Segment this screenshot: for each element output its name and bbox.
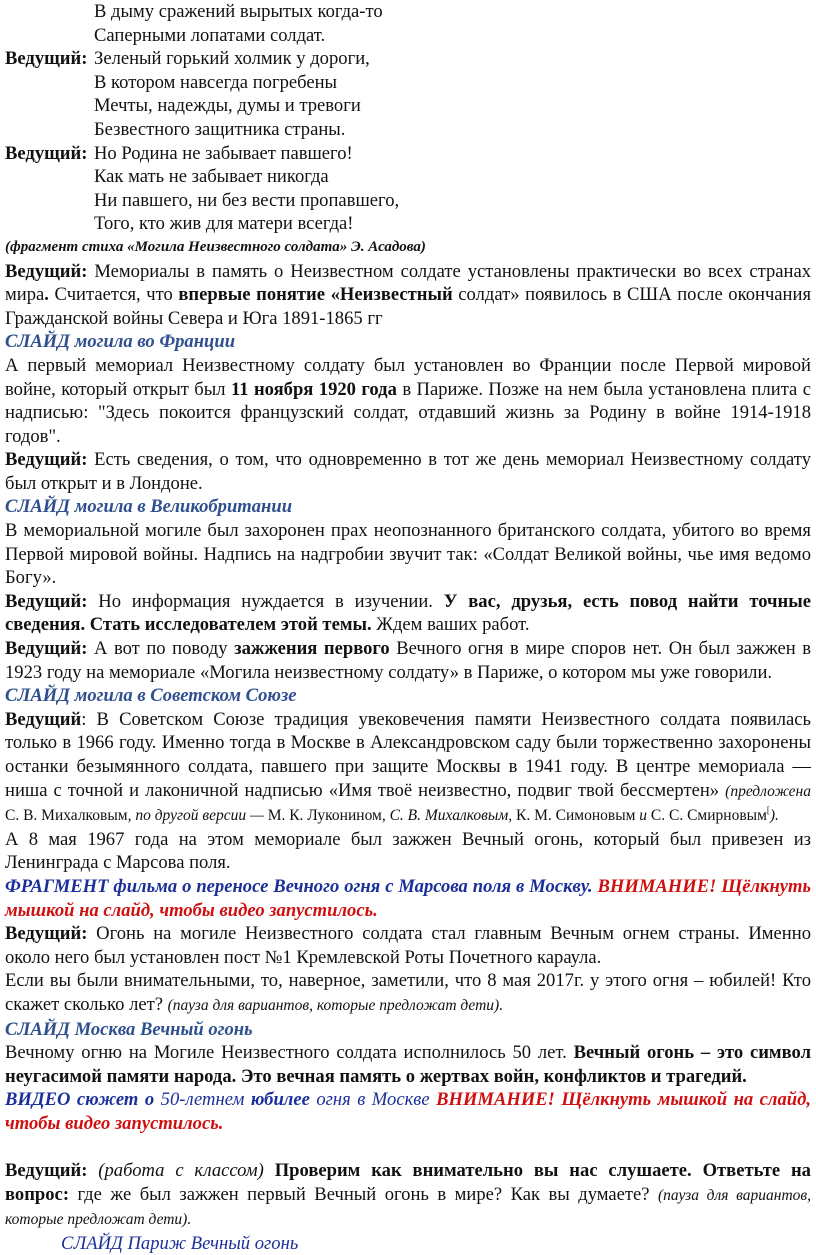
bold-text: Проверим как внимательно вы нас слушаете. Ответьте на вопрос: [5, 1160, 811, 1205]
speaker-label: Ведущий: [5, 590, 88, 612]
text: солдат» появилось в США после окончания Гражданской войны Севера и Юга 1891-1865 гг [5, 284, 811, 329]
slide-heading-paris: СЛАЙД Париж Вечный огонь [61, 1232, 299, 1254]
paragraph-2 [5, 354, 811, 448]
video-note: 50-летнем [154, 1089, 251, 1111]
speaker-label: Ведущий [5, 708, 82, 730]
text: Ждем ваших работ. [371, 614, 530, 636]
video-note: ВИДЕО сюжет о [5, 1089, 155, 1111]
text: Есть сведения, о том, что одновременно в тот же день мемориал Неизвестному солдату был открыт и в Лондоне. [5, 449, 811, 494]
text: где же был зажжен первый Вечный огонь в мире? Как вы думаете? [69, 1183, 659, 1205]
paragraph-6 [5, 637, 811, 684]
note-text: (предложена [725, 782, 811, 800]
text: . [44, 284, 49, 306]
poem-stanza-1 [5, 0, 811, 47]
text: А первый мемориал Неизвестному солдату был установлен во Франции после Первой мировой войне, который открыт был [5, 354, 811, 400]
note-text: и [635, 807, 651, 825]
slide-heading-britain: СЛАЙД могила в Великобритании [5, 496, 293, 518]
paragraph-7 [5, 708, 811, 828]
speaker-label: Ведущий: [5, 48, 88, 70]
note-name: К. М. Симоновым [516, 807, 636, 825]
bold-text: Вечный огонь – это символ неугасимой памяти народа. Это вечная память о жертвах войн, конфликтов и трагедий. [5, 1042, 811, 1087]
paragraph-14 [5, 1159, 811, 1232]
bold-text: У вас, друзья, есть повод найти точные сведения. Стать исследователем этой темы. [5, 590, 811, 636]
poem-stanza-2 [5, 47, 811, 141]
note-text: , по другой версии — [127, 807, 268, 825]
poem-line: Того, кто жив для матери всегда! [94, 213, 354, 235]
speaker-label: Ведущий: [5, 638, 88, 660]
slide-heading-france: СЛАЙД могила во Франции [5, 331, 236, 353]
film-fragment-note: ФРАГМЕНТ фильма о переносе Вечного огня с Марсова поля в Москву. [5, 875, 593, 897]
text: Огонь на могиле Неизвестного солдата стал главным Вечным огнем страны. Именно около него был установлен пост №1 Кремлевской Роты Почетного караула. [5, 923, 811, 968]
poem-line: В котором навсегда погребены [94, 71, 338, 93]
text: А вот по поводу [87, 638, 235, 660]
pause-note: (пауза для вариантов, которые предложат дети). [5, 1186, 812, 1229]
paragraph-8: А 8 мая 1967 года на этом мемориале был зажжен Вечный огонь, который был привезен из Ленинграда с Марсова поля. [5, 828, 811, 874]
text: Мемориалы в память о Неизвестном солдате установлены практически во всех странах мира [5, 260, 811, 306]
note-name: М. К. Луконином [267, 807, 382, 825]
speaker-label: Ведущий: [5, 142, 88, 164]
speaker-label: Ведущий: [5, 1160, 88, 1182]
text: : В Советском Союзе традиция увековечения памяти Неизвестного солдата появилась только в 1966 году. Именно тогда в Москве в Александровском саду были торжественно захоронены останки безымянного солдата, павшего при защите Москвы в 1941 году. В центре мемориала — ниша с точной и лаконичной надписью «Имя твоё неизвестно, подвиг твой бессмертен» [5, 708, 811, 801]
bold-text: зажжения первого [234, 638, 390, 660]
note-name: С. В. Михалковым [5, 807, 128, 825]
text: Вечному огню на Могиле Неизвестного солдата исполнилось 50 лет. [5, 1042, 574, 1064]
text: Считается, что [48, 284, 179, 306]
bold-text: 11 ноября 1920 года [230, 378, 397, 400]
pause-note: (пауза для вариантов, которые предложат дети). [167, 996, 504, 1014]
note-text: ). [769, 807, 779, 825]
paragraph-12 [5, 1041, 811, 1088]
speaker-label: Ведущий: [5, 923, 88, 945]
footnote-mark[interactable]: [ [766, 805, 770, 815]
italic-text: (работа с классом) [87, 1160, 264, 1182]
attention-note: ВНИМАНИЕ! Щёлкнуть мышкой на слайд, чтобы видео запустилось. [5, 1089, 811, 1134]
blank-line [5, 1136, 811, 1160]
paragraph-10 [5, 922, 811, 969]
text: Вечного огня в мире споров нет. Он был зажжен в 1923 году на мемориале «Могила неизвестному солдату» в Париже, о котором мы уже говорили. [5, 638, 811, 683]
poem-line: Саперными лопатами солдат. [94, 24, 326, 46]
document-page [5, 0, 811, 1255]
poem-line: Мечты, надежды, думы и тревоги [94, 95, 361, 117]
paragraph-9 [5, 875, 811, 922]
paragraph-3 [5, 448, 811, 495]
poem-line: Зеленый горький холмик у дороги, [94, 48, 370, 70]
poem-line: Но Родина не забывает павшего! [94, 142, 353, 164]
paragraph-5 [5, 590, 811, 637]
paragraph-4: В мемориальной могиле был захоронен прах неопознанного британского солдата, убитого во время Первой мировой войны. Надпись на надгробии звучит так: «Солдат Великой войны, чье имя ведомо Богу». [5, 520, 811, 589]
note-text: , С. В. Михалковым, [381, 807, 517, 825]
slide-heading-moscow: СЛАЙД Москва Вечный огонь [5, 1018, 253, 1040]
speaker-label: Ведущий: [5, 260, 88, 282]
poem-line: Ни павшего, ни без вести пропавшего, [94, 189, 400, 211]
speaker-label: Ведущий: [5, 449, 88, 471]
poem-line: В дыму сражений вырытых когда-то [94, 1, 383, 22]
poem-line: Как мать не забывает никогда [94, 166, 329, 188]
attention-note: ВНИМАНИЕ! Щёлкнуть мышкой на слайд, чтобы видео запустилось. [5, 875, 811, 921]
note-name: С. С. Смирновым [650, 807, 767, 825]
paragraph-13 [5, 1088, 811, 1135]
slide-heading-ussr: СЛАЙД могила в Советском Союзе [5, 685, 297, 707]
poem-source: (фрагмент стиха «Могила Неизвестного солдата» Э. Асадова) [5, 238, 426, 255]
text: в Париже. Позже на нем была установлена плита с надписью: "Здесь покоится французский солдат, отдавший жизнь за Родину в войне 1914-1918 годов". [5, 378, 811, 447]
paragraph-1 [5, 260, 811, 331]
paragraph-11 [5, 969, 811, 1017]
text: Если вы были внимательными, то, наверное, заметили, что 8 мая 2017г. у этого огня – юбилей! Кто скажет сколько лет? [5, 970, 811, 1015]
video-note: юбилее [250, 1089, 310, 1111]
text: Но информация нуждается в изучении. [87, 590, 444, 612]
poem-stanza-3 [5, 142, 811, 236]
bold-text: впервые понятие «Неизвестный [178, 284, 453, 306]
video-note: огня в Москве [309, 1089, 437, 1111]
poem-line: Безвестного защитника страны. [94, 118, 346, 140]
